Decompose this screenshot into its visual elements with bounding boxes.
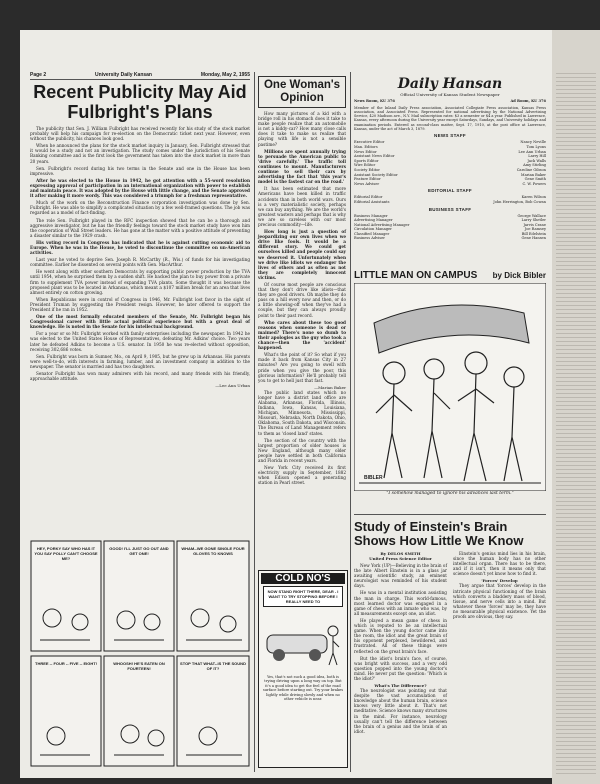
opinion-headline: One Woman's Opinion — [263, 79, 340, 104]
staff-role: News Adviser — [354, 181, 380, 186]
cartoon-caption: "I somehow managed to ignore his advances last term." — [386, 491, 514, 496]
einstein-paragraph: The neurologist was pointing out that despite the vast accumulation of knowledge about the human brain, science knows very little about it. That's not meditative. Science knows many structures in the mind. For instance, neurology usually can't tell the difference between the brain of a genius and the brain of an idiot. — [354, 688, 447, 734]
staff-person: George Wallace — [517, 213, 546, 218]
lead-paragraph: The role Sen. Fulbright played in the RFC inspection showed that he can be a thorough and aggressive investigator, but he has the friendly feelings toward the stock market study have won him the cooperation of Wall Street leaders. He has gone at the matter with a positive attitude of preventing a disaster similar to the 1929 crash. — [30, 217, 250, 238]
lead-paragraph: Sen. Fulbright's record during his two terms in the Senate and one in the House has been impressive. — [30, 165, 250, 176]
staff-role: Feature Editor — [354, 177, 381, 182]
opinion-paragraph: The public land states which no longer have a district land office are Alabama, Arkansas, Florida, Illinois, Indiana, Iowa, Kansas, Louisiana, Michigan, Minnesota, Mississippi, Missouri, Nebraska, North Dakota, Ohio, Oklahoma, South Dakota, and Wisconsin. The Bureau of Land Management refers to them as 'closed land' states. — [258, 389, 346, 436]
lead-paragraph: One of the most formally educated members of the Senate, Mr. Fulbright began his Congressional career with little actual political experience but with a great deal of knowledge. He is noted in the Senate for his intellectual background. — [30, 314, 250, 330]
einstein-byline-title: United Press Science Editor — [369, 556, 432, 561]
staff-row — [354, 200, 546, 205]
einstein-paragraph: But the idiot's brain's face, of course, was bright with success, and a very odd question popped into the young doctor's mind. He never put the question: 'Which is the idiot?' — [354, 655, 447, 681]
cold-nos-art — [259, 609, 345, 671]
column-rule — [254, 72, 255, 772]
lead-paragraph: Senator Fulbright has won many admirers with his record, and many friends with his friendly, approachable attitude. — [30, 371, 250, 382]
business-staff-heading: BUSINESS STAFF — [428, 206, 472, 212]
paper-name: University Daily Kansan — [95, 72, 152, 78]
staff-role: Circulation Manager — [354, 227, 392, 232]
einstein-paragraph: He was in a mental institution assisting the man in charge. This world-famous, most learned doctor was engaged in a game of chess with an inmate who was, by all measurements except one, an idiot. — [354, 590, 447, 616]
masthead-blurb: Member of the Inland Daily Press association, Associated Collegiate Press association, Kansas Press association, and Associated Press. Represented for national advertising by the National Advertising Service, 420 Madison ave., N.Y. Mail subscription rates: $3 a semester or $4 a year. Published in Lawrence, Kansas, every afternoon during the University year except Saturdays, Sundays, and University holidays and examination periods. Entered as second-class matter, Sept. 17, 1910, at the post office at Lawrence, Kansas, under the act of March 3, 1879. — [354, 105, 546, 132]
comic-panel — [104, 656, 174, 766]
cartoon-art — [354, 283, 546, 491]
staff-row — [354, 182, 546, 187]
staff-person: Jarvis Crane — [523, 222, 546, 227]
opinion-signature: —Marian Baker — [314, 384, 346, 390]
einstein-paragraph: New York (UP)—Believing in the brain of the late Albert Einstein is in a glass jar awaiting scientific study, an eminent neurologist was reminded of his student days. — [354, 563, 447, 589]
cold-nos-title: COLD NO'S — [261, 573, 345, 584]
staff-person: Karen Wilson — [521, 195, 546, 200]
staff-role: Advertising Manager — [354, 218, 393, 223]
opinion-paragraph: It has been estimated that more Americans have been killed in traffic accidents than in both world wars. Ours is a very materialistic society, perhaps we can buy anything. We are the world's greatest wasters and perhaps that is why we are so careless with our most precious commodity—life. — [258, 186, 346, 227]
einstein-column-left — [354, 551, 447, 736]
staff-row — [354, 236, 546, 241]
staff-person: Nancy Neville — [520, 140, 546, 145]
opinion-paragraph: Of course most people are conscious that they don't drive like idiots—that they are good drivers. Oh maybe they do pass on a hill every now and then, or do a little showing-off when they've had a couple, but they can always proudly point to their past record. — [258, 282, 346, 318]
opinion-paragraph: How many pictures of a kid with a bridge roll in his stomach does it take to make people realize that an automobile is not a kiddy-car? How many close calls does it take to make us realize that playing with life is not a sensible pastime? — [258, 111, 346, 147]
einstein-paragraph: Einstein's genius mind lies in his brain, since the human body has no other intellectual organ. There has to be there, and if it isn't, then it means only that science doesn't yet know how to find it. — [453, 551, 546, 577]
einstein-subhead: 'Forces' Develop — [481, 578, 518, 584]
opinion-header-box — [258, 76, 346, 108]
lead-paragraph: When Republicans were in control of Congress in 1946, Mr. Fulbright lost favor in the sight of President Truman by suggesting the President resign. However, he later offered to support the President if he ran in 1952. — [30, 296, 250, 312]
staff-role: Editorial Assistants — [354, 199, 390, 204]
folio — [30, 72, 250, 80]
cartoon-byline: by Dick Bibler — [492, 271, 546, 280]
comic-art — [30, 540, 250, 768]
person-head — [328, 626, 338, 636]
lead-paragraph: When he announced the plans for the stock market inquiry in January, Sen. Fulbright stressed that it would be a study and not an investigation. The study comes under the jurisdiction of his Senate Banking committee and is the first look the government has taken into the stock market in more than 20 years. — [30, 143, 250, 164]
cold-nos-caption: Yes, that's not such a good idea, both is trying driving upon a long way on top. But it's a good idea to get the feel of the road surface before starting out. Try your brakes lightly while driving slowly and when no other vehicle is near. — [262, 675, 344, 702]
section-rule — [354, 514, 546, 515]
cartoon-signature: BIBLER — [364, 475, 383, 481]
lead-paragraph: Much of the work on the Reconstruction Finance corporation investigation was done by Sen. Fulbright. He was able to simplify a complicated situation by a few well-framed questions. The job was regarded as a model of fact-finding. — [30, 200, 250, 216]
news-staff-list — [354, 140, 546, 186]
einstein-columns — [354, 551, 546, 736]
staff-person: Caroline Gibson — [516, 167, 546, 172]
staff-role: Sports Editor — [354, 158, 379, 163]
editorial-staff-list — [354, 195, 546, 204]
staff-person: Gene Smith — [524, 177, 546, 182]
masthead-subtitle: Official University of Kansas Student Newspaper — [400, 92, 500, 97]
news-staff-heading: NEWS STAFF — [434, 133, 466, 139]
lead-paragraph: After he was elected to the House in 1942, he got attention with a 55-word resolution expressing approval of participation in an international organization with power to establish and maintain peace. It was adopted by the House with little change, and the Senate approved it after making it more wordy. This was considered a triumph for a freshman representative. — [30, 177, 250, 199]
lead-paragraph: The publicity that Sen. J. William Fulbright has received recently for his study of the stock market probably will help his campaign for re-election on the Democratic ticket next year. However, even without the publicity, his chances look good. — [30, 126, 250, 142]
staff-role: Society Editor — [354, 167, 380, 172]
lead-paragraph: Last year he voted to deprive Sen. Joseph R. McCarthy (R., Wis.) of funds for his investigating committee. Earlier he dissented on several points with Gen. MacArthur. — [30, 257, 250, 268]
opinion-paragraph: How long is just a question of jeopardizing our own lives when we drive like fools. It would be a different story. We could get ourselves killed and people could say we deserved it. Unfortunately when we drive like idiots we endanger the lives of others and as often as not they are completely innocent victims. — [258, 229, 346, 280]
masthead — [354, 76, 546, 241]
staff-person: Gene Hansen — [521, 236, 546, 241]
comic-bubble: GOOD! I'LL JUST GO OUT AND GET ONE! — [109, 546, 169, 556]
einstein-paragraph: He played a mean game of chess in which is reputed to be an intellectual game. When the young doctor came into the room, the idiot and the great brain of his opponent perplexed, bewildered, and frustrated. All of these things were reflected on the great brain's face. — [354, 617, 447, 654]
newspaper-page — [20, 30, 552, 778]
staff-role: Classified Manager — [354, 231, 390, 236]
cold-nos-box — [258, 570, 348, 768]
car-wheel — [309, 649, 321, 661]
person-body — [329, 636, 339, 665]
staff-person: Amy Stirling — [523, 163, 546, 168]
ad-room: Ad Room, KU 376 — [510, 99, 546, 103]
opinion-paragraph: What's the point of it? So what if you made it back from Kansas City in 27 minutes? Are you going to swell with pride when you give the poor, this glorious information? He'll probably tell you to get to hell just that fast. — [258, 352, 346, 383]
lead-headline: Recent Publicity May Aid Fulbright's Plans — [33, 82, 247, 122]
car-wheel — [273, 649, 285, 661]
staff-person: John Herrington, Bob Cowan — [493, 199, 546, 204]
staff-role: Man. Editors — [354, 144, 378, 149]
cold-nos-sign-text: NOW STAND RIGHT THERE, DEAR - I WANT TO TRY STOPPING BEFORE I REALLY NEED TO — [267, 589, 339, 604]
comic-panel — [31, 656, 101, 766]
staff-person: Larry Hill — [528, 154, 546, 159]
editorial-staff-heading: EDITORIAL STAFF — [427, 188, 472, 194]
masthead-rooms — [354, 99, 546, 104]
comic-panel — [177, 541, 249, 651]
lead-paragraph: For a year or so Mr. Fulbright worked with family enterprises including the newspaper. In 1942 he was elected to the United States House of Representatives, defeating Mr. Adkins' choice. Two years later he defeated Adkins to become a U.S. senator. In 1950 he was re-elected without opposition, receiving 302,686 votes. — [30, 331, 250, 352]
staff-person: Larry Shetler — [521, 218, 546, 223]
page-number: Page 2 — [30, 72, 47, 78]
lead-paragraph: He went along with other southern Democrats by supporting public power production by the TVA until 1954, when he surprised them by a sudden shift. He backed the plan to buy power from a private firm to supplement TVA power instead of expanding TVA plants. Some thought it was because the proposed plant was to be located in Arkansas, which meant a $107 million break for an area that lives almost entirely on cotton growing. — [30, 269, 250, 295]
comic-bubble: HEY, PORKY SAY WHO HAS IT YOU SAY POLLY CAN'T CHOOSE ME? — [34, 546, 98, 561]
opinion-paragraph: Who cares about these too good reasons when someone is dead or maimed? There's none so dumb to their apologies as the guy who took a chance—then the 'accident' happened. — [258, 319, 346, 351]
cold-nos-sign — [263, 586, 343, 607]
cartoon-header — [354, 270, 546, 281]
comic-panel — [177, 656, 249, 766]
einstein-column-right — [453, 551, 546, 736]
staff-person: Marian Baker — [520, 172, 546, 177]
einstein-byline: By DELOS SMITH — [380, 551, 421, 556]
comic-bubble: STOP THAT WHAT--IS THE SOUND OF IT? — [180, 661, 246, 671]
column-rule — [350, 72, 351, 772]
staff-role: Business Manager — [354, 213, 388, 218]
staff-role: Assistant News Editor — [354, 154, 395, 159]
staff-person: Bill Edelstein — [521, 231, 546, 236]
adjacent-page-text — [556, 70, 596, 774]
lead-paragraph: Sen. Fulbright was born in Sumner, Mo., on April 9, 1905, but he grew up in Arkansas. His parents were well-to-do, with interests in farming, lumber, and an investment company in addition to the newspaper. The senator is married and has two daughters. — [30, 353, 250, 369]
staff-role: National Advertising Manager — [354, 222, 410, 227]
staff-role: Executive Editor — [354, 140, 385, 145]
comic-bubble: WHAM--WE GONE SINGLE FOUR GLOVES TO KNOWS — [181, 546, 245, 556]
staff-role: Assistant Society Editor — [354, 172, 398, 177]
staff-role: Wire Editor — [354, 163, 376, 168]
staff-person: Tom Lyons — [526, 144, 546, 149]
staff-role: Editorial Editor — [354, 195, 383, 200]
lead-signature: —Lee Ann Urban — [215, 383, 250, 389]
cartoon — [354, 270, 546, 510]
adjacent-page-edge — [552, 30, 600, 784]
einstein-story — [354, 520, 546, 736]
opinion-paragraph: The section of the country with the largest proportion of older houses is New England, although many older people have settled in both California and Florida in recent years. — [258, 437, 346, 463]
staff-role: News Editor — [354, 149, 377, 154]
comic-bubble: THREE -- FOUR -- FIVE -- EIGHT! — [35, 661, 97, 666]
comic-strip — [30, 540, 250, 768]
opinion-paragraph: Millions are spent annually trying to persuade the American public to 'drive carefully.' The traffic toll continues to mount. Manufacturers continue to sell their cars by advertising the fact that 'this year's model is the fastest car on the road.' — [258, 148, 346, 185]
cartoon-title: LITTLE MAN ON CAMPUS — [354, 270, 478, 281]
opinion-column — [258, 76, 346, 487]
staff-person: Joe Ramsey — [524, 227, 546, 232]
issue-date: Monday, May 2, 1955 — [200, 72, 250, 78]
staff-person: C. W. Powers — [522, 181, 546, 186]
lead-editorial — [30, 82, 250, 388]
staff-role: Business Adviser — [354, 236, 385, 241]
comic-panel — [104, 541, 174, 651]
staff-person: Lee Ann Urban — [518, 149, 546, 154]
comic-bubble: WHOOSH! HE'S EATEN ON FOURTEEN! — [113, 661, 165, 671]
masthead-title: Daily Hansan — [397, 76, 503, 92]
einstein-headline: Study of Einstein's Brain Shows How Little We Know — [354, 519, 524, 548]
lead-paragraph: His voting record in Congress has indicated that he is against cutting economic aid to Europe. When he was in the House, he voted to discontinue the committee on un-American activities. — [30, 239, 250, 256]
einstein-paragraph: They argue that 'forces' develop in the intricate physical functioning of the brain which converts a bladdery mass of blood, tissue, and nerve cells into a mind. But whatever these 'forces' may be, they have no measurable physical existence. Yet the proofs are obvious, they say. — [453, 583, 546, 620]
business-staff-list — [354, 214, 546, 242]
staff-person: Jack Walls — [527, 158, 546, 163]
opinion-paragraph: New York City received its first electricity supply in September, 1882 when Edison opened a generating station in Pearl street. — [258, 465, 346, 486]
einstein-subhead: What's The Difference? — [374, 683, 427, 689]
lead-body — [30, 126, 250, 388]
news-room: News Room, KU 376 — [354, 99, 395, 103]
